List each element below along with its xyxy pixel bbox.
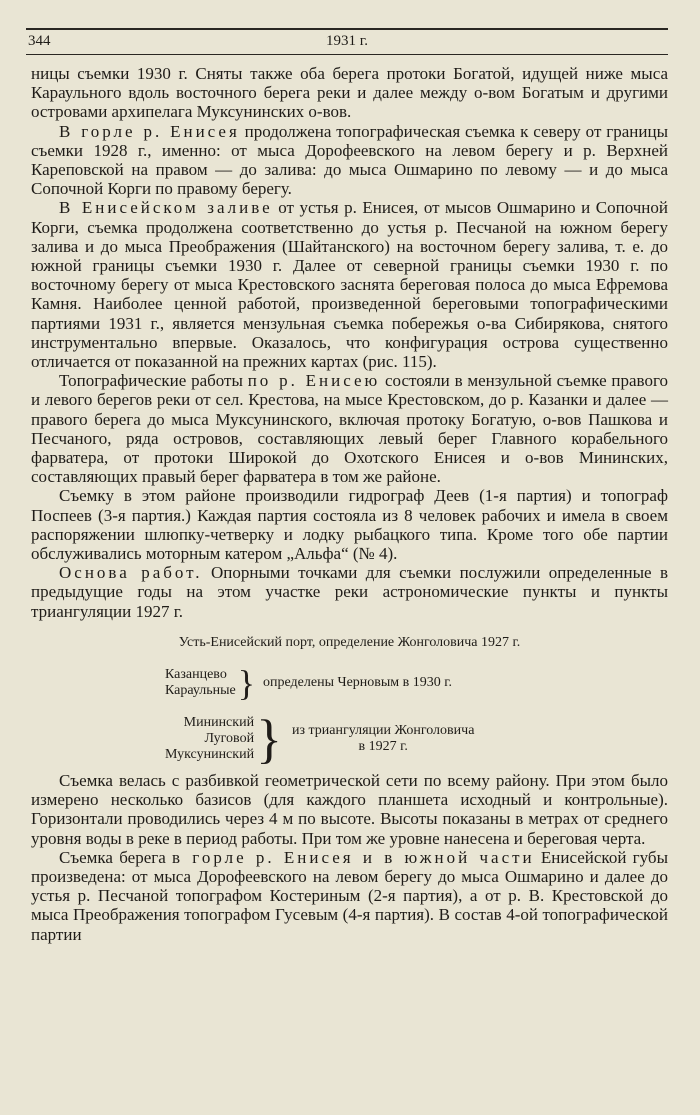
running-title: 1931 г.: [326, 33, 368, 49]
paragraph-text: Опорными точками для съемки послужили определенные в предыдущие годы на этом участке реки астрономические пункты и пункты триангуляции 1927 г.: [31, 563, 668, 621]
paragraph-text: Съемка берега: [59, 847, 173, 867]
paragraph: ницы съемки 1930 г. Сняты также оба берега протоки Богатой, идущей ниже мыса Караульного вдоль восточного берега реки и далее между о-вом Богатым и другими островами архипелага Муксунинских о-вов.: [31, 64, 668, 122]
paragraph-text: Топографические работы: [59, 371, 248, 391]
spaced-lead: Основа работ.: [59, 563, 203, 583]
group-note: определены Черновым в 1930 г.: [263, 674, 452, 690]
station-names: [165, 667, 236, 699]
paragraph: Съемку в этом районе производили гидрограф Деев (1-я партия) и топограф Поспеев (3-я партия.) Каждая партия состояла из 8 человек рабочих и имела в своем распоряжении шлюпку-четверку и лодку рыбацкого типа. Кроме того обе партии обслуживались моторным катером „Альфа“ (№ 4).: [31, 486, 668, 564]
paragraph-text: состояли в мензульной съемке правого и левого берегов реки от сел. Крестова, на мысе Крестовском, до р. Казанки и далее — правого берега до мыса Муксунинского, включая протоку Богатую, о-вов Пашкова и Песчаного, ряда островов, составляющих левый берег Главного корабельного фарватера, от протоки Широкой до Охотского Енисея и о-вов Мининских, составляющих правый берег фарватера в том же районе.: [31, 371, 669, 487]
paragraph-text: Енисейской губы произведена: от мыса Дорофеевского на левом берегу до мыса Ошмарино и далее до устья р. Песчаной топографом Костериным (2-я партия), а от р. В. Крестовской до мыса Преображения топографом Гусевым (4-я партия). В состав 4-ой топографической партии: [31, 847, 668, 944]
table-group: [165, 708, 475, 769]
brace: }: [256, 708, 282, 769]
page-number: 344: [28, 33, 51, 49]
group-note: [292, 723, 474, 755]
control-points-table: [31, 621, 668, 771]
table-lead: Усть-Енисейский порт, определение Жонголовича 1927 г.: [178, 634, 521, 650]
station-name: Муксунинский: [165, 746, 255, 762]
paragraph: [31, 122, 668, 199]
note-line: из триангуляции Жонголовича: [291, 722, 475, 738]
paragraph-text: от устья р. Енисея, от мысов Ошмарино и Сопочной Корги, съемка продолжена соответственно до устья р. Песчаной на южном берегу залива и до мыса Преображения (Шайтанского) на восточном берегу залива, т. е. до южной границы съемки 1930 г. Далее от северной границы съемки 1930 г. по восточному берегу от мыса Крестовского заснята береговая полоса до мыса Ефремова Камня. Наиболее ценной работой, произведенной береговыми топографическими партиями 1931 г., является мензульная съемка побережья о-ва Сибирякова, снятого инструментально впервые. Оказалось, что конфигурация острова существенно отличается от показанной на прежних картах (рис. 115).: [31, 198, 668, 372]
station-name: Казанцево: [165, 666, 227, 682]
paragraph: [31, 563, 668, 621]
station-name: Мининский: [183, 714, 255, 730]
spaced-lead: в горле р. Енисея и в южной части: [172, 847, 535, 867]
paragraph: [31, 371, 668, 486]
spaced-lead: В горле р. Енисея: [59, 121, 240, 141]
table-group: [165, 662, 452, 703]
note-line: в 1927 г.: [358, 738, 408, 754]
running-header: [26, 28, 668, 55]
paragraph: Съемка велась с разбивкой геометрической сети по всему району. При этом было измерено несколько базисов (для каждого планшета исходный и контрольные). Горизонтали проводились через 4 м по высоте. Высоты показаны в метрах от среднего уровня воды в реке в период работы. При том же уровне нанесена и береговая черта.: [31, 770, 668, 848]
body-text: [31, 64, 668, 944]
paragraph: [31, 848, 668, 944]
station-name: Караульные: [165, 682, 236, 698]
station-names: [165, 715, 254, 763]
station-name: Луговой: [204, 730, 255, 746]
paragraph-text: продолжена топографическая съемка к северу от границы съемки 1928 г., именно: от мыса Дорофеевского на левом берегу и р. Верхней Кареповской на правом — до залива: до мыса Ошмарино по левому — и до мыса Сопочной Корги по правому берегу.: [31, 121, 668, 199]
brace: }: [237, 662, 256, 703]
spaced-lead: В Енисейском заливе: [59, 198, 273, 218]
spaced-lead: по р. Енисею: [247, 371, 381, 391]
paragraph: [31, 198, 668, 371]
